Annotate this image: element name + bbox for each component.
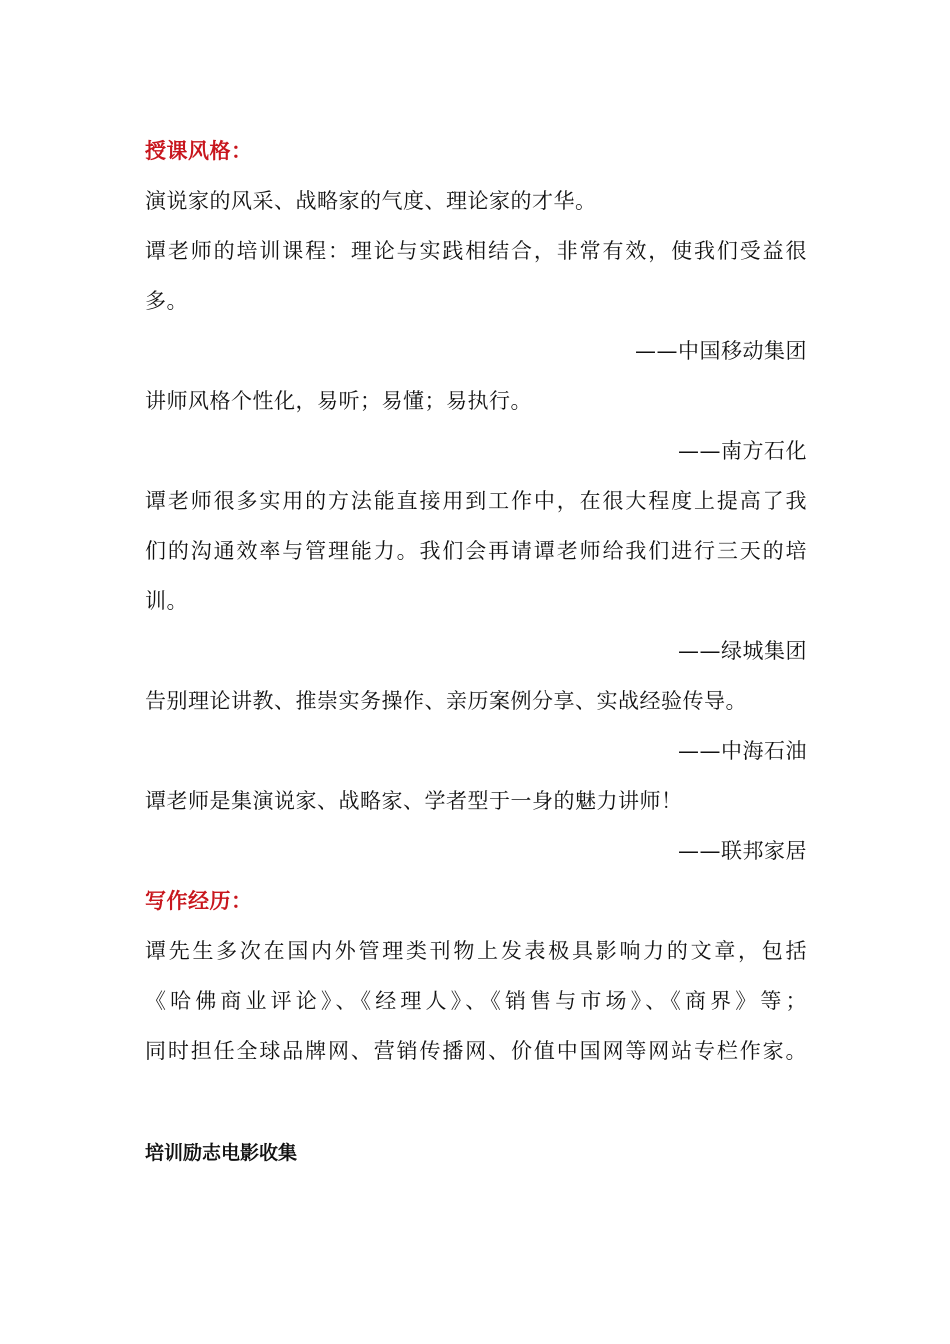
testimonial-source: ——南方石化 [678, 439, 807, 463]
testimonial-line: 多。 [145, 289, 188, 313]
testimonial-line: 谭老师很多实用的方法能直接用到工作中，在很大程度上提高了我 [145, 489, 807, 513]
testimonial-line: 告别理论讲教、推崇实务操作、亲历案例分享、实战经验传导。 [145, 689, 747, 713]
section-heading-writing-experience: 写作经历： [145, 889, 253, 913]
writing-line: 谭先生多次在国内外管理类刊物上发表极具影响力的文章，包括 [145, 939, 807, 963]
testimonial [145, 676, 807, 776]
testimonial [145, 226, 807, 376]
footer-title: 培训励志电影收集 [145, 1142, 298, 1164]
testimonial-line: 们的沟通效率与管理能力。我们会再请谭老师给我们进行三天的培 [145, 539, 807, 563]
testimonial-line: 谭老师的培训课程：理论与实践相结合，非常有效，使我们受益很 [145, 239, 807, 263]
testimonial-source: ——绿城集团 [678, 639, 807, 663]
testimonial-line: 训。 [145, 589, 188, 613]
testimonial [145, 476, 807, 676]
testimonial [145, 776, 807, 876]
testimonial-line: 讲师风格个性化，易听；易懂；易执行。 [145, 389, 532, 413]
testimonial-source: ——中海石油 [678, 739, 807, 763]
testimonial [145, 376, 807, 476]
intro-text: 演说家的风采、战略家的气度、理论家的才华。 [145, 189, 597, 213]
testimonial-line: 谭老师是集演说家、战略家、学者型于一身的魅力讲师！ [145, 789, 683, 813]
writing-line: 《哈佛商业评论》、《经理人》、《销售与市场》、《商界》等； [145, 989, 807, 1013]
testimonial-source: ——联邦家居 [678, 839, 807, 863]
writing-line: 同时担任全球品牌网、营销传播网、价值中国网等网站专栏作家。 [145, 1039, 807, 1063]
testimonial-source: ——中国移动集团 [635, 339, 807, 363]
section-heading-teaching-style: 授课风格： [145, 139, 253, 163]
document-body [145, 126, 807, 1076]
